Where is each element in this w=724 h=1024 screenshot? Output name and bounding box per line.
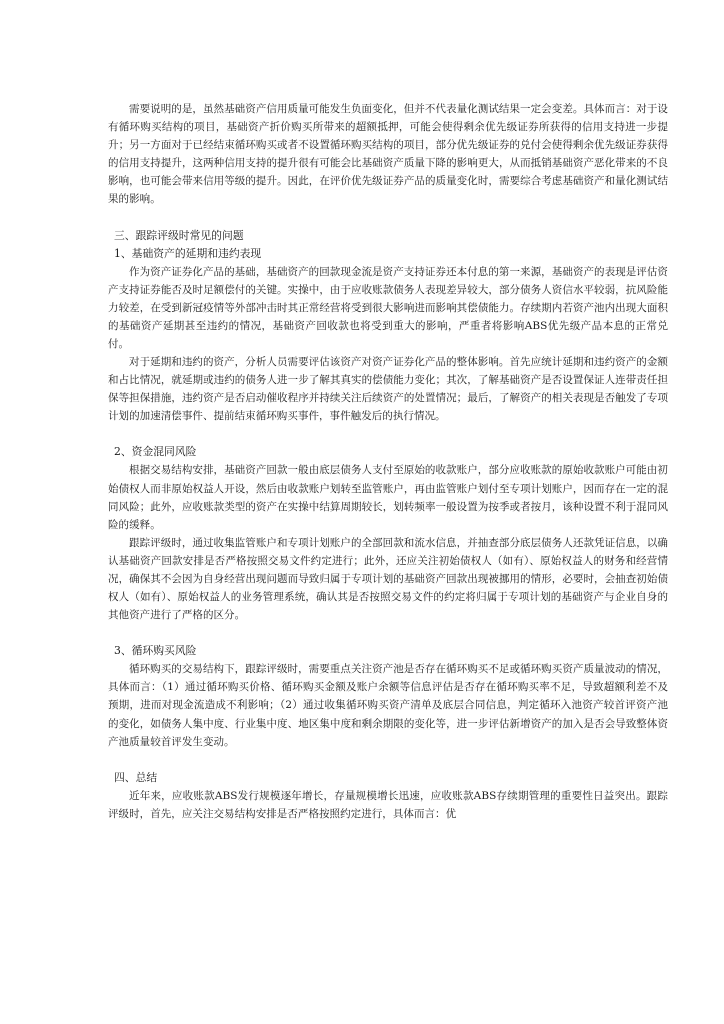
section-heading-tracking-issues: 三、跟踪评级时常见的问题 bbox=[114, 228, 244, 242]
paragraph-commingling-structure: 根据交易结构安排，基础资产回款一般由底层债务人支付至原始的收款账户，部分应收账款的原始收款账户可能由初始债权人而非原始权益人开设，然后由收款账户划转至监管账户，再由监管账户划付至专项计划账户，因而存在一定的混同风险；此外，应收账款类型的资产在实操中结算周期较长，划转频率一般设置为按季或者按月，该种设置不利于混同风险的缓释。 bbox=[108, 464, 668, 531]
paragraph-credit-quality-note: 需要说明的是，虽然基础资产信用质量可能发生负面变化，但并不代表量化测试结果一定会变差。具体而言：对于设有循环购买结构的项目，基础资产折价购买所带来的超额抵押，可能会使得剩余优先级证券所获得的信用支持进一步提升；另一方面对于已经结束循环购买或者不设置循环购买结构的项目，部分优先级证券的兑付会使得剩余优先级证券获得的信用支持提升，这两种信用支持的提升很有可能会比基础资产质量下降的影响更大，从而抵销基础资产恶化带来的不良影响，也可能会带来信用等级的提升。因此，在评价优先级证券产品的质量变化时，需要综合考虑基础资产和量化测试结果的影响。 bbox=[108, 103, 668, 206]
paragraph-summary: 近年来，应收账款ABS发行规模逐年增长，存量规模增长迅速，应收账款ABS存续期管理的重要性日益突出。跟踪评级时，首先，应关注交易结构安排是否严格按照约定进行，具体而言：优 bbox=[108, 789, 668, 820]
document-page bbox=[108, 100, 668, 823]
paragraph-delay-default-analysis: 对于延期和违约的资产，分析人员需要评估该资产对资产证券化产品的整体影响。首先应统计延期和违约资产的金额和占比情况，就延期或违约的债务人进一步了解其真实的偿债能力变化；其次，了解基础资产是否设置保证人连带责任担保等担保措施，违约资产是否启动催收程序并持续关注后续资产的处置情况；最后，了解资产的相关表现是否触发了专项计划的加速清偿事件、提前结束循环购买事件，事件触发后的执行情况。 bbox=[108, 356, 668, 423]
subheading-revolving-purchase-risk: 3、循环购买风险 bbox=[114, 644, 197, 658]
paragraph-revolving-purchase: 循环购买的交易结构下，跟踪评级时，需要重点关注资产池是否存在循环购买不足或循环购买资产质量波动的情况，具体而言：（1）通过循环购买价格、循环购买金额及账户余额等信息评估是否存在循环购买率不足，导致超额利差不及预期，进而对现金流造成不利影响；（2）通过收集循环购买资产清单及底层合同信息，判定循环入池资产较首评资产池的变化，如债务人集中度、行业集中度、地区集中度和剩余期限的变化等，进一步评估新增资产的加入是否会导致整体资产池质量较首评发生变动。 bbox=[108, 663, 668, 748]
subheading-delay-default: 1、基础资产的延期和违约表现 bbox=[114, 246, 262, 260]
subheading-commingling-risk: 2、资金混同风险 bbox=[114, 445, 197, 459]
paragraph-commingling-tracking: 跟踪评级时，通过收集监管账户和专项计划账户的全部回款和流水信息，并抽查部分底层债务人还款凭证信息，以确认基础资产回款安排是否严格按照交易文件约定进行；此外，还应关注初始债权人（如有）、原始权益人的财务和经营情况，确保其不会因为自身经营出现问题而导致归属于专项计划的基础资产回款出现被挪用的情形，必要时，会抽查初始债权人（如有）、原始权益人的业务管理系统，确认其是否按照交易文件的约定将归属于专项计划的基础资产与企业自身的其他资产进行了严格的区分。 bbox=[108, 536, 668, 622]
paragraph-underlying-assets: 作为资产证券化产品的基础，基础资产的回款现金流是资产支持证券还本付息的第一来源，基础资产的表现是评估资产支持证券能否及时足额偿付的关键。实操中，由于应收账款债务人表现差异较大，部分债务人资信水平较弱，抗风险能力较差，在受到新冠疫情等外部冲击时其正常经营将受到很大影响进而影响其偿债能力。存续期内若资产池内出现大面积的基础资产延期甚至违约的情况，基础资产回收款也将受到重大的影响，严重者将影响ABS优先级产品本息的正常兑付。 bbox=[108, 265, 668, 350]
section-heading-summary: 四、总结 bbox=[114, 770, 158, 784]
